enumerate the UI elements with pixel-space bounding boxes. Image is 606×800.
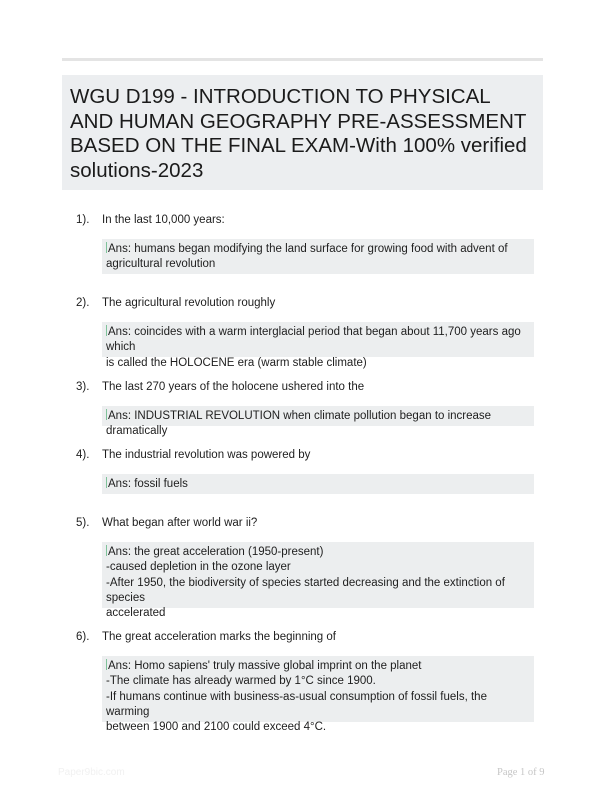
answer-marker bbox=[106, 409, 107, 420]
answer-box bbox=[102, 542, 534, 620]
answer-marker bbox=[106, 325, 107, 336]
question-text: The industrial revolution was powered by bbox=[102, 449, 311, 461]
question-text: The agricultural revolution roughly bbox=[102, 297, 276, 309]
question-text: What began after world war ii? bbox=[102, 517, 258, 529]
footer-watermark: Paper9bic.com bbox=[58, 767, 125, 778]
question-number: 4). bbox=[76, 449, 90, 461]
answer-text: Ans: the great acceleration (1950-present) -caused depletion in the ozone layer -After 1950, the biodiversity of species started decreasing and the extinction of species accelerated bbox=[106, 546, 505, 620]
answer-box bbox=[102, 474, 534, 494]
question-number: 2). bbox=[76, 297, 90, 309]
answer-marker bbox=[106, 659, 107, 670]
answer-box bbox=[102, 322, 534, 369]
question-text: The great acceleration marks the beginning of bbox=[102, 631, 336, 643]
answer-text: Ans: Homo sapiens' truly massive global imprint on the planet -The climate has already warmed by 1°C since 1900. -If humans continue with business-as-usual consumption of fossil fuels, the warming between 1900 and 2100 could exceed 4°C. bbox=[106, 660, 487, 734]
answer-marker bbox=[106, 545, 107, 556]
answer-text: Ans: coincides with a warm interglacial period that began about 11,700 years ago which is called the HOLOCENE era (warm stable climate) bbox=[106, 326, 521, 369]
answer-marker bbox=[106, 242, 107, 253]
answer-marker bbox=[106, 477, 107, 488]
answer-text: Ans: fossil fuels bbox=[108, 478, 188, 490]
answer-box bbox=[102, 656, 534, 734]
answer-box bbox=[102, 406, 534, 438]
answer-text: Ans: INDUSTRIAL REVOLUTION when climate pollution began to increase dramatically bbox=[106, 410, 492, 438]
question-number: 6). bbox=[76, 631, 90, 643]
answer-text: Ans: humans began modifying the land surface for growing food with advent of agricultural revolution bbox=[106, 243, 508, 271]
question-text: In the last 10,000 years: bbox=[102, 214, 225, 226]
question-number: 1). bbox=[76, 214, 90, 226]
document-title: WGU D199 - INTRODUCTION TO PHYSICAL AND HUMAN GEOGRAPHY PRE-ASSESSMENT BASED ON THE FINAL EXAM-With 100% verified solutions-2023 bbox=[70, 85, 527, 182]
question-text: The last 270 years of the holocene ushered into the bbox=[102, 381, 365, 393]
page-indicator: Page 1 of 9 bbox=[497, 767, 545, 778]
question-number: 5). bbox=[76, 517, 90, 529]
question-number: 3). bbox=[76, 381, 90, 393]
answer-box bbox=[102, 239, 534, 274]
